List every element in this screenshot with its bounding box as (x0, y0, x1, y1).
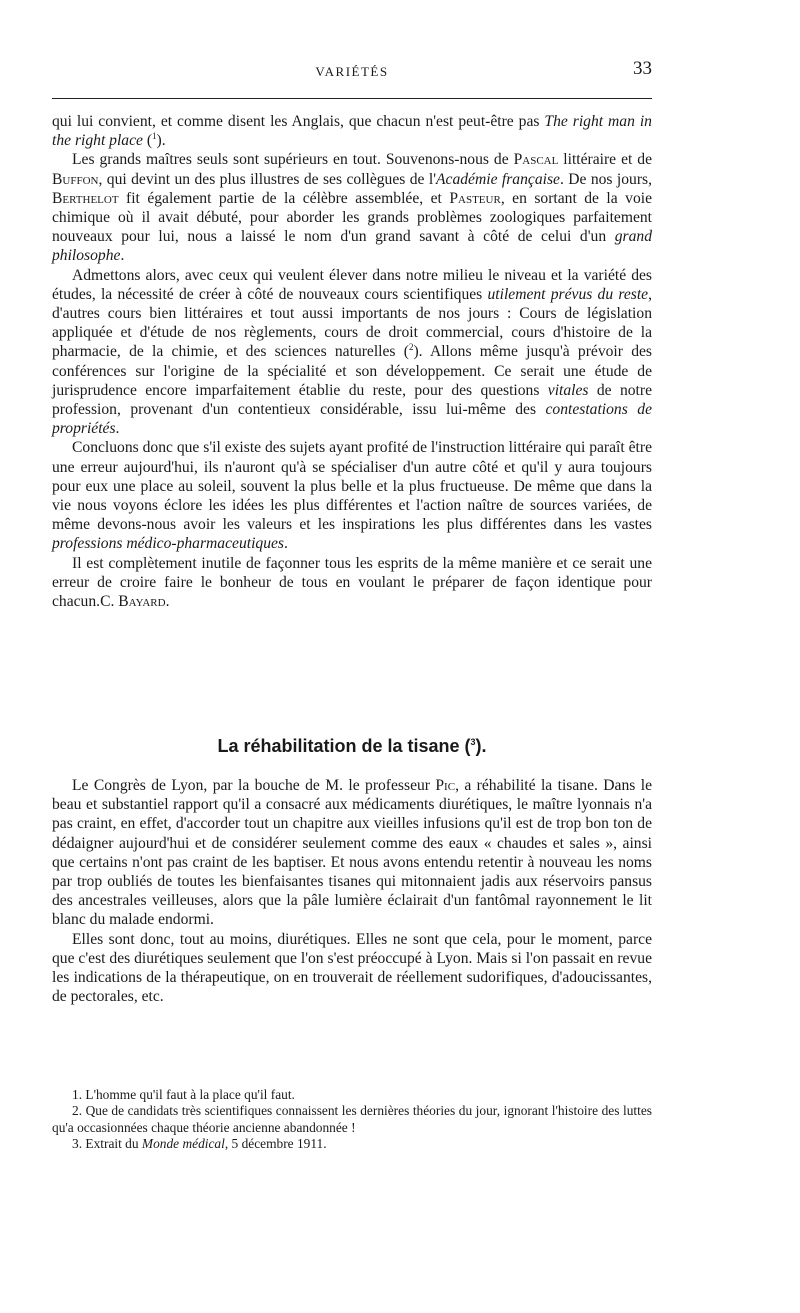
paragraph (52, 438, 652, 553)
italic-term: vitales (547, 381, 589, 399)
text: . Allons même jusqu'à prévoir des conférences sur l'origine de la spécialité et son développement. Ce serait une étude de jurisprudence encore imparfaitement établie du reste, pour des questions (52, 343, 652, 399)
paragraph: qui lui convient, et comme disent les Anglais, que chacun n'est peut-être pas The right man in the right place ($^1$). (52, 113, 652, 150)
paragraph (52, 930, 652, 1007)
text: , 5 décembre 1911. (224, 1136, 327, 1152)
paragraph: Admettons alors, avec ceux qui veulent élever dans notre milieu le niveau et la variété des études, la nécessité de créer à côté de nouveaux cours scientifiques utilement prévus du reste, d'autres cours bien littéraires et tout aussi importants de nos jours : Cours de législation appliquée et d'étude de nos règlements, cours de droit commercial, cours d'histoire de la pharmacie, de la chimie, et des sciences naturelles ($^2$). Allons même jusqu'à prévoir des conférences sur l'origine de la spécialité et son développement. Ce serait une étude de jurisprudence encore imparfaitement établie du reste, pour des questions vitales de notre profession, provenant d'un contentieux considérable, issu lui-même des contestations de propriétés. (52, 266, 653, 438)
footnote-ref: 1 (152, 131, 157, 142)
text: Elles sont donc, tout au moins, diurétiques. Elles ne sont que cela, pour le moment, parce que c'est des diurétiques seulement que l'on s'est préoccupé à Lyon. Mais si l'on passait en revue les indications de la thérapeutique, on en trouverait de réellement sudorifiques, d'adoucissantes, de pectorales, etc. (52, 930, 652, 1006)
text: , en sortant de la voie chimique où il avait débuté, pour aborder les grands problèmes zoologiques parfaitement nouveaux pour lui, nous a laissé le nom d'un grand savant à côté de celui d'un (52, 189, 652, 246)
article-body (52, 776, 652, 1006)
italic-quote: The right man in the right place (52, 113, 652, 150)
footnote (52, 1136, 652, 1152)
title-end: . (481, 736, 487, 756)
italic-term: Académie française (436, 170, 560, 188)
text: , d'autres cours bien littéraires et tout aussi importants de nos jours : Cours de législation appliquée et d'étude de nos règlements, cours de droit commercial, cours d'histoire de la pharmacie, de la chimie, et des sciences naturelles (52, 285, 653, 361)
text: . De nos jours, (559, 170, 652, 188)
signature-name: Bayard (118, 593, 166, 611)
person-name: Pasteur (449, 189, 501, 207)
text: , a réhabilité la tisane. Dans le beau et substantiel rapport qu'il a consacré aux médicaments diurétiques, le maître lyonnais n'a pas craint, en effet, d'accorder tout un chapitre aux vieilles infusions qu'il est de trop bon ton de dédaigner aujourd'hui et de considérer seulement comme des eaux « chaudes et sales », ainsi que certains n'ont pas craint de les baptiser. Et nous avons entendu retentir à nouveau les noms par trop oubliés de toutes les bienfaisantes tisanes qui mitonnaient jadis aux réservoirs pansus des ancestrales veilleuses, alors que la pâle lumière éclairait d'un fantômal rayonnement le lit blanc du malade endormi. (52, 777, 652, 929)
text: , qui devint un des plus illustres de ses collègues de l' (98, 170, 437, 188)
page-number: 33 (633, 58, 652, 79)
text: . (284, 535, 288, 553)
signature-initial: C. (100, 593, 119, 611)
italic-title: Monde médical (141, 1136, 225, 1152)
text: littéraire et de (558, 151, 653, 169)
text: de notre profession, provenant d'un contentieux considérable, issu lui-même des (52, 381, 652, 419)
footnote: 1. L'homme qu'il faut à la place qu'il faut. (72, 1087, 295, 1102)
text: . (115, 420, 120, 438)
person-name: Pic (435, 777, 456, 794)
page-header (52, 58, 652, 92)
text: 3. Extrait du (72, 1136, 142, 1152)
footnotes (52, 1087, 652, 1153)
text: Les grands maîtres seuls sont supérieurs en tout. Souvenons-nous de (72, 151, 514, 169)
text: Admettons alors, avec ceux qui veulent élever dans notre milieu le niveau et la variété des études, la nécessité de créer à côté de nouveaux cours scientifiques (52, 266, 652, 303)
text: qui lui convient, et comme disent les Anglais, que chacun n'est peut-être pas (52, 113, 545, 130)
person-name: Pascal (513, 151, 559, 169)
text: fit également partie de la célèbre assemblée, et (118, 189, 450, 207)
italic-term: grand philosophe (52, 228, 652, 265)
text: . (161, 132, 166, 150)
article-continuation (52, 112, 652, 611)
italic-term: professions médico-pharmaceutiques (52, 535, 284, 553)
text: Il est complètement inutile de façonner tous les esprits de la même manière et ce serait une erreur de croire faire le bonheur de tous en voulant le préparer de façon identique pour chacun. (52, 554, 652, 611)
footnote-ref: 2 (408, 342, 414, 353)
text: . (120, 247, 125, 265)
author-signature (100, 593, 169, 610)
text: Le Congrès de Lyon, par la bouche de M. le professeur (72, 777, 436, 794)
footnote-ref: 3 (470, 737, 476, 747)
paragraph (52, 150, 652, 265)
text: Concluons donc que s'il existe des sujets ayant profité de l'instruction littéraire qui paraît être une erreur aujourd'hui, ils n'auront qu'à se spécialiser d'un autre côté et qu'il y aura toujours pour eux une place au soleil, souvent la plus belle et la plus fructueuse. De même que dans la vie nous voyons éclore les idées les plus différentes et l'action naître de sources variées, de même devons-nous avoir les valeurs et les inspirations les plus différentes dans les vastes (52, 439, 652, 534)
running-title: VARIÉTÉS (315, 64, 389, 79)
signature-end: . (165, 593, 170, 611)
paragraph (52, 554, 652, 612)
italic-term: contestations de propriétés (52, 401, 652, 438)
header-rule (52, 98, 652, 99)
paragraph (52, 776, 652, 930)
italic-term: utilement prévus du reste (487, 285, 649, 303)
article-title: La réhabilitation de la tisane ($^3$). (217, 736, 487, 756)
person-name: Berthelot (52, 189, 119, 207)
footnote: 2. Que de candidats très scientifiques connaissent les dernières théories du jour, ignorant l'histoire des luttes qu'a occasionnées chaque théorie ancienne abandonnée ! (52, 1103, 652, 1135)
person-name: Buffon (52, 170, 99, 188)
title-text: La réhabilitation de la tisane (217, 736, 460, 756)
